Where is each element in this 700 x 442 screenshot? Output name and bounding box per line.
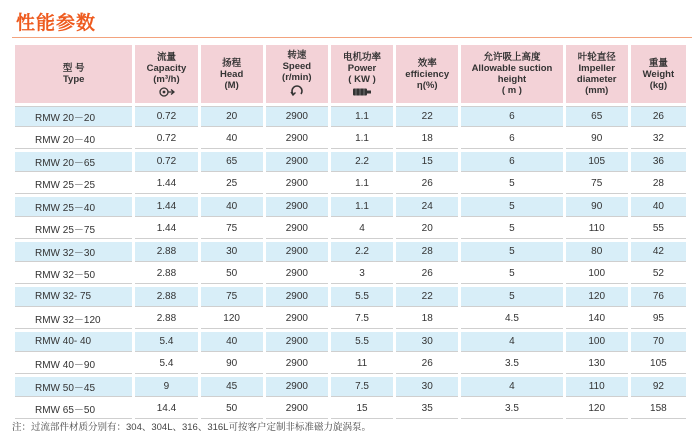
cell-power: 11 xyxy=(331,355,393,375)
cell-suction: 5 xyxy=(461,220,562,240)
title-divider xyxy=(12,37,692,38)
col-header-speed: 转速 Speed (r/min) xyxy=(266,45,328,103)
cell-suction: 5 xyxy=(461,197,562,217)
table-row xyxy=(15,152,686,172)
cell-suction: 5 xyxy=(461,175,562,195)
cell-impeller: 120 xyxy=(566,400,628,420)
cell-efficiency: 24 xyxy=(396,197,458,217)
cell-weight: 32 xyxy=(631,130,686,150)
table-row xyxy=(15,332,686,352)
cell-type: RMW 65－50 xyxy=(15,400,132,420)
cell-impeller: 130 xyxy=(566,355,628,375)
cell-speed: 2900 xyxy=(266,332,328,352)
cell-impeller: 90 xyxy=(566,130,628,150)
cell-capacity: 5.4 xyxy=(135,355,197,375)
cell-weight: 36 xyxy=(631,152,686,172)
cell-suction: 4 xyxy=(461,377,562,397)
cell-speed: 2900 xyxy=(266,242,328,262)
cell-impeller: 75 xyxy=(566,175,628,195)
table-body xyxy=(15,106,686,419)
cell-weight: 42 xyxy=(631,242,686,262)
cell-power: 15 xyxy=(331,400,393,420)
cell-efficiency: 30 xyxy=(396,377,458,397)
rotation-icon xyxy=(290,85,304,98)
performance-table xyxy=(12,42,689,422)
cell-type: RMW 25－75 xyxy=(15,220,132,240)
cell-power: 1.1 xyxy=(331,175,393,195)
cell-head: 40 xyxy=(201,332,263,352)
table-row xyxy=(15,377,686,397)
cell-head: 45 xyxy=(201,377,263,397)
col-header-weight: 重量 Weight (kg) xyxy=(631,45,686,103)
cell-weight: 70 xyxy=(631,332,686,352)
cell-power: 7.5 xyxy=(331,377,393,397)
col-header-head: 扬程 Head (M) xyxy=(201,45,263,103)
cell-speed: 2900 xyxy=(266,377,328,397)
table-row xyxy=(15,265,686,285)
col-header-impeller: 叶轮直径 Impeller diameter (mm) xyxy=(566,45,628,103)
cell-impeller: 65 xyxy=(566,106,628,127)
cell-suction: 6 xyxy=(461,106,562,127)
table-row xyxy=(15,355,686,375)
col-header-power: 电机功率 Power ( KW ) xyxy=(331,45,393,103)
cell-power: 5.5 xyxy=(331,287,393,307)
cell-impeller: 110 xyxy=(566,220,628,240)
cell-power: 4 xyxy=(331,220,393,240)
cell-head: 90 xyxy=(201,355,263,375)
cell-weight: 55 xyxy=(631,220,686,240)
cell-impeller: 80 xyxy=(566,242,628,262)
cell-efficiency: 15 xyxy=(396,152,458,172)
cell-capacity: 14.4 xyxy=(135,400,197,420)
table-row xyxy=(15,220,686,240)
cell-speed: 2900 xyxy=(266,400,328,420)
cell-head: 75 xyxy=(201,220,263,240)
cell-suction: 6 xyxy=(461,130,562,150)
cell-head: 25 xyxy=(201,175,263,195)
cell-capacity: 2.88 xyxy=(135,265,197,285)
cell-capacity: 2.88 xyxy=(135,242,197,262)
cell-weight: 52 xyxy=(631,265,686,285)
cell-type: RMW 40－90 xyxy=(15,355,132,375)
page-title: 性能参数 xyxy=(16,13,97,34)
cell-speed: 2900 xyxy=(266,197,328,217)
cell-suction: 4.5 xyxy=(461,310,562,330)
cell-efficiency: 22 xyxy=(396,287,458,307)
cell-suction: 4 xyxy=(461,332,562,352)
table-row xyxy=(15,242,686,262)
table-row xyxy=(15,400,686,420)
table-header-row xyxy=(15,45,686,103)
cell-impeller: 100 xyxy=(566,332,628,352)
cell-efficiency: 28 xyxy=(396,242,458,262)
cell-capacity: 0.72 xyxy=(135,152,197,172)
cell-type: RMW 25－40 xyxy=(15,197,132,217)
cell-speed: 2900 xyxy=(266,287,328,307)
cell-type: RMW 40- 40 xyxy=(15,332,132,352)
table-row xyxy=(15,310,686,330)
cell-speed: 2900 xyxy=(266,106,328,127)
cell-weight: 76 xyxy=(631,287,686,307)
cell-weight: 95 xyxy=(631,310,686,330)
cell-weight: 92 xyxy=(631,377,686,397)
cell-impeller: 120 xyxy=(566,287,628,307)
cell-impeller: 110 xyxy=(566,377,628,397)
cell-head: 20 xyxy=(201,106,263,127)
table-row xyxy=(15,175,686,195)
cell-capacity: 1.44 xyxy=(135,220,197,240)
cell-type: RMW 32－120 xyxy=(15,310,132,330)
cell-type: RMW 32－50 xyxy=(15,265,132,285)
motor-icon xyxy=(352,87,372,97)
cell-weight: 26 xyxy=(631,106,686,127)
cell-capacity: 9 xyxy=(135,377,197,397)
cell-power: 5.5 xyxy=(331,332,393,352)
col-header-type: 型 号 Type xyxy=(15,45,132,103)
cell-power: 1.1 xyxy=(331,106,393,127)
cell-suction: 6 xyxy=(461,152,562,172)
cell-speed: 2900 xyxy=(266,355,328,375)
cell-capacity: 1.44 xyxy=(135,197,197,217)
cell-speed: 2900 xyxy=(266,265,328,285)
cell-efficiency: 20 xyxy=(396,220,458,240)
cell-head: 40 xyxy=(201,130,263,150)
table-row xyxy=(15,197,686,217)
cell-head: 50 xyxy=(201,400,263,420)
cell-impeller: 105 xyxy=(566,152,628,172)
cell-capacity: 2.88 xyxy=(135,310,197,330)
cell-capacity: 0.72 xyxy=(135,106,197,127)
cell-speed: 2900 xyxy=(266,130,328,150)
col-header-suction: 允许吸上高度 Allowable suction height ( m ) xyxy=(461,45,562,103)
cell-speed: 2900 xyxy=(266,175,328,195)
table-row xyxy=(15,287,686,307)
cell-efficiency: 26 xyxy=(396,265,458,285)
cell-power: 2.2 xyxy=(331,152,393,172)
cell-weight: 40 xyxy=(631,197,686,217)
cell-efficiency: 30 xyxy=(396,332,458,352)
cell-impeller: 100 xyxy=(566,265,628,285)
cell-capacity: 2.88 xyxy=(135,287,197,307)
cell-suction: 5 xyxy=(461,287,562,307)
cell-efficiency: 22 xyxy=(396,106,458,127)
cell-head: 120 xyxy=(201,310,263,330)
cell-head: 30 xyxy=(201,242,263,262)
cell-capacity: 1.44 xyxy=(135,175,197,195)
cell-efficiency: 18 xyxy=(396,310,458,330)
table-row xyxy=(15,130,686,150)
col-header-efficiency: 效率 efficiency η(%) xyxy=(396,45,458,103)
cell-type: RMW 25－25 xyxy=(15,175,132,195)
col-header-capacity: 流量 Capacity (m³/h) xyxy=(135,45,197,103)
cell-speed: 2900 xyxy=(266,152,328,172)
cell-type: RMW 32－30 xyxy=(15,242,132,262)
cell-power: 2.2 xyxy=(331,242,393,262)
cell-head: 50 xyxy=(201,265,263,285)
cell-type: RMW 20－20 xyxy=(15,106,132,127)
cell-impeller: 90 xyxy=(566,197,628,217)
cell-type: RMW 20－40 xyxy=(15,130,132,150)
cell-suction: 5 xyxy=(461,242,562,262)
footnote: 注：过流部件材质分别有：304、304L、316、316L可按客户定制非标准磁力旋涡泵。 xyxy=(12,422,371,433)
cell-head: 75 xyxy=(201,287,263,307)
cell-weight: 158 xyxy=(631,400,686,420)
cell-capacity: 0.72 xyxy=(135,130,197,150)
cell-suction: 3.5 xyxy=(461,355,562,375)
flow-icon xyxy=(157,87,175,97)
cell-power: 1.1 xyxy=(331,197,393,217)
cell-head: 40 xyxy=(201,197,263,217)
cell-power: 7.5 xyxy=(331,310,393,330)
cell-suction: 5 xyxy=(461,265,562,285)
cell-type: RMW 50－45 xyxy=(15,377,132,397)
cell-efficiency: 18 xyxy=(396,130,458,150)
cell-impeller: 140 xyxy=(566,310,628,330)
cell-weight: 105 xyxy=(631,355,686,375)
cell-weight: 28 xyxy=(631,175,686,195)
cell-type: RMW 32- 75 xyxy=(15,287,132,307)
table-row xyxy=(15,106,686,127)
cell-speed: 2900 xyxy=(266,220,328,240)
cell-capacity: 5.4 xyxy=(135,332,197,352)
cell-head: 65 xyxy=(201,152,263,172)
cell-power: 1.1 xyxy=(331,130,393,150)
cell-efficiency: 26 xyxy=(396,355,458,375)
cell-efficiency: 35 xyxy=(396,400,458,420)
cell-efficiency: 26 xyxy=(396,175,458,195)
cell-suction: 3.5 xyxy=(461,400,562,420)
cell-type: RMW 20－65 xyxy=(15,152,132,172)
cell-power: 3 xyxy=(331,265,393,285)
cell-speed: 2900 xyxy=(266,310,328,330)
